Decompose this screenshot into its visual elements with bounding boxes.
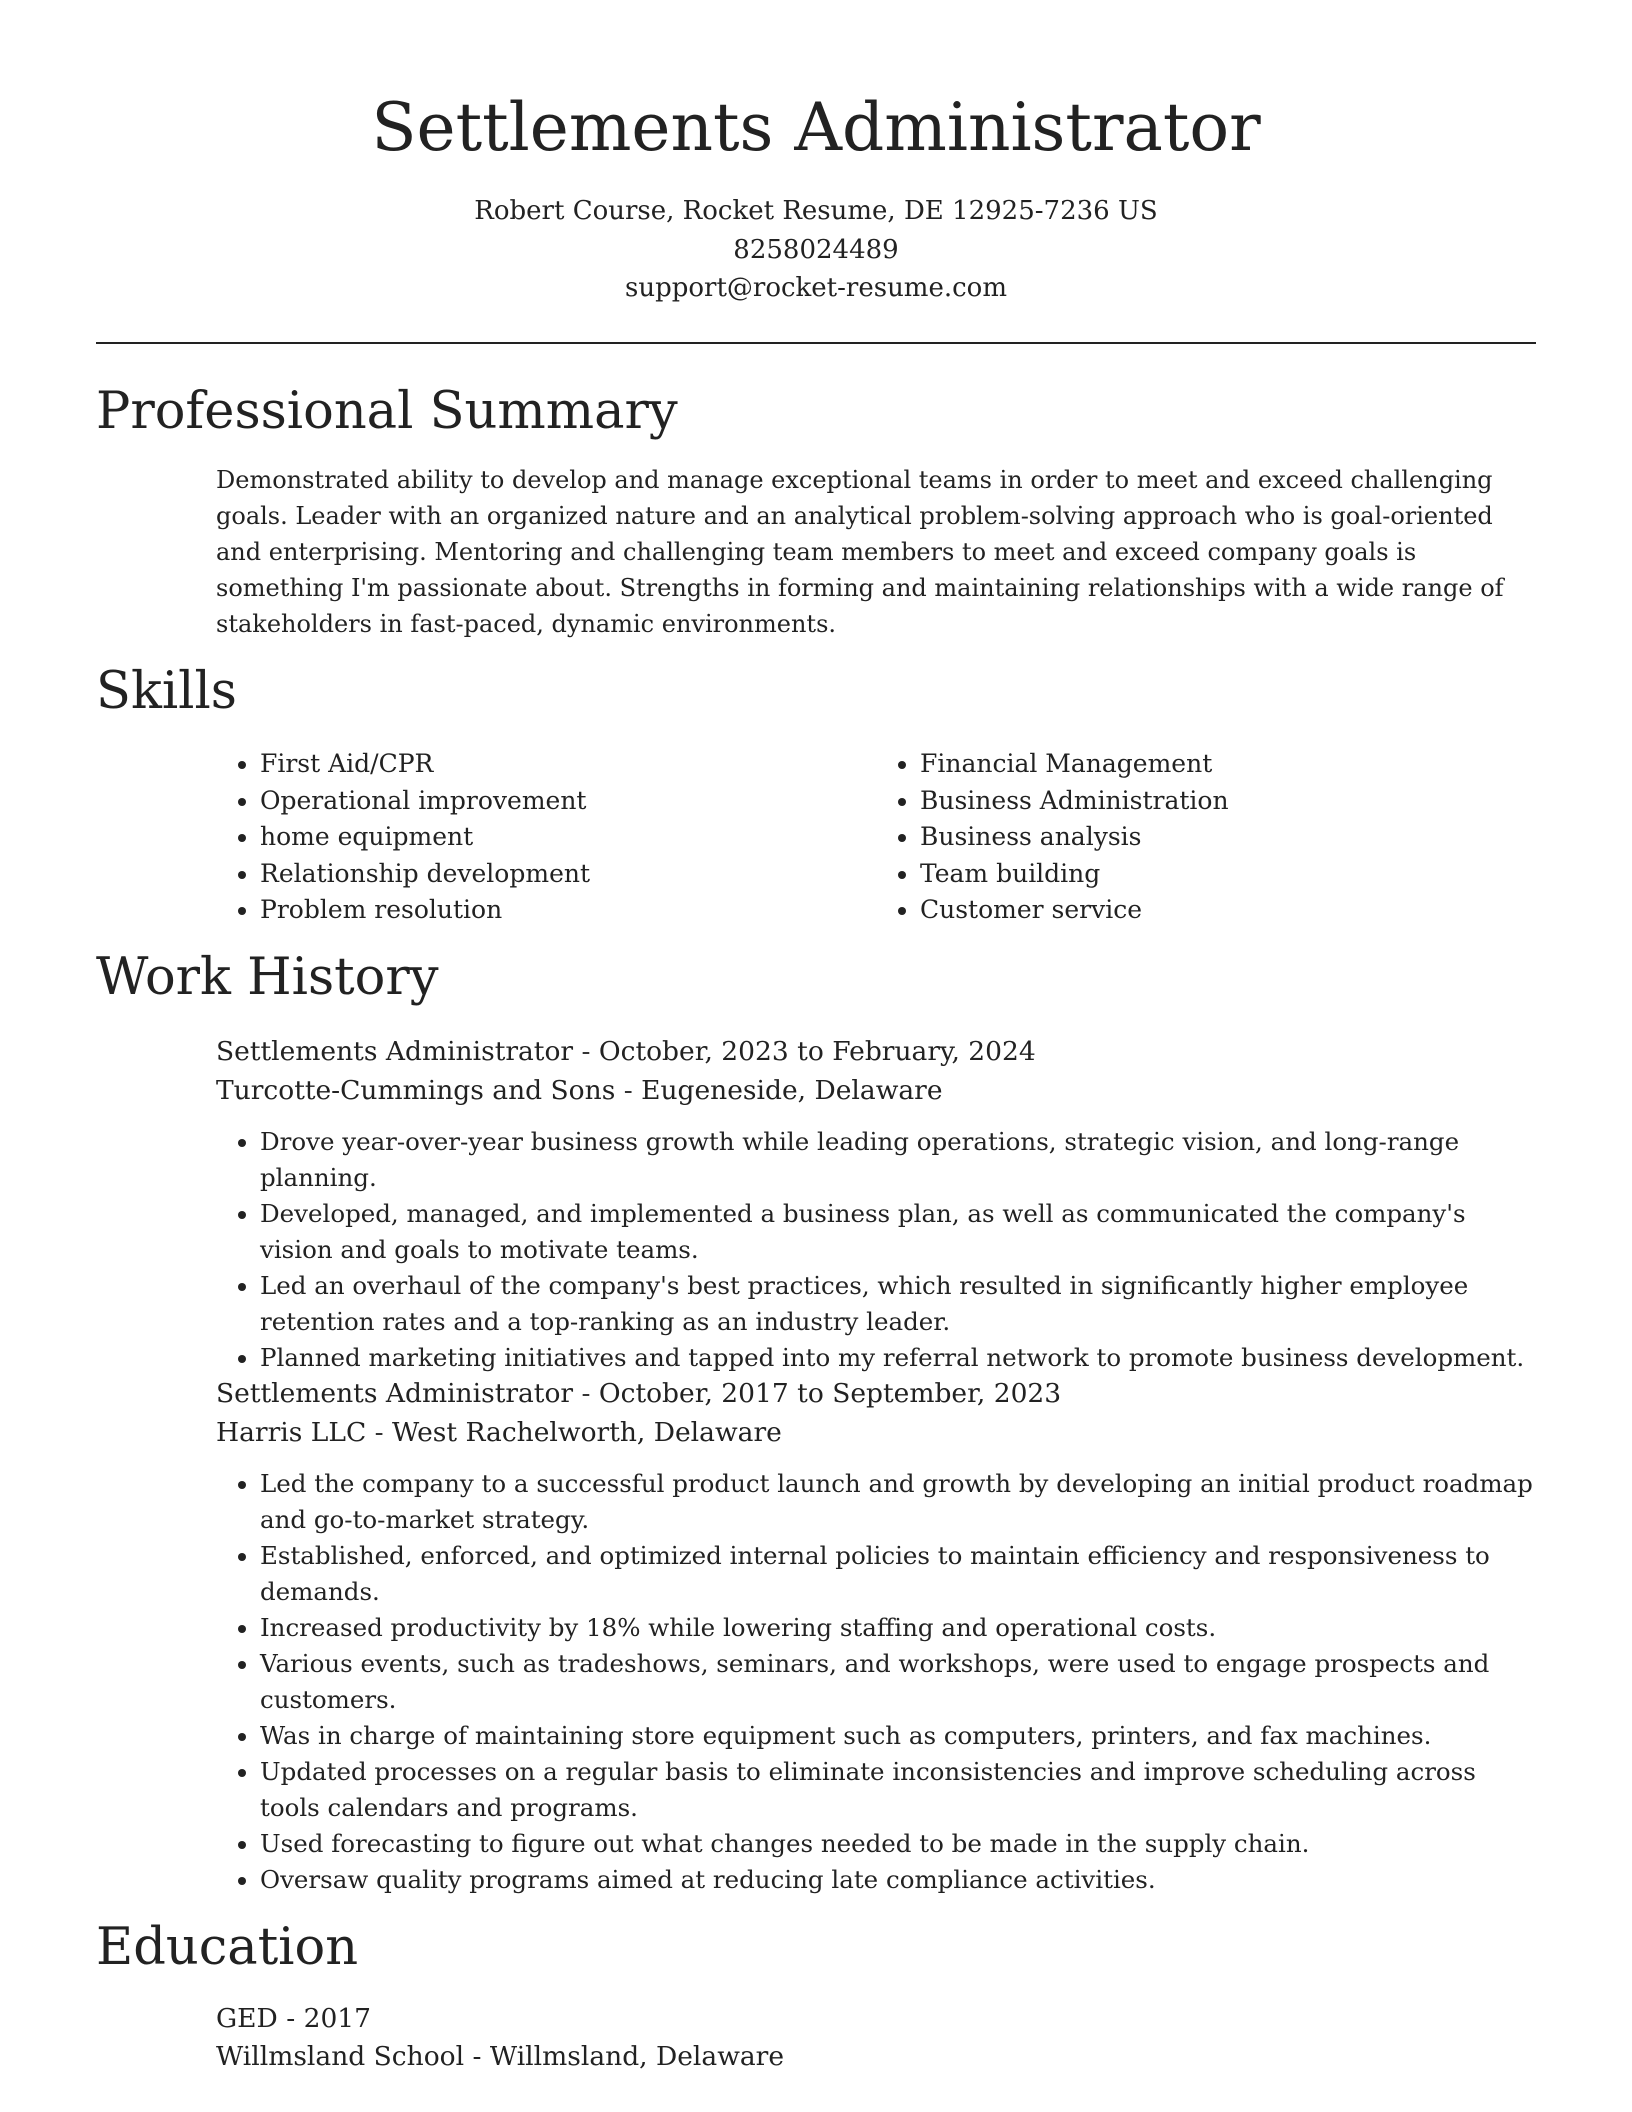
job-role: Settlements Administrator	[216, 1036, 574, 1067]
education-school: Willmsland School	[216, 2041, 465, 2072]
skills-heading: Skills	[96, 662, 237, 721]
skill-item: • Business analysis	[920, 819, 1536, 856]
separator: -	[277, 2003, 304, 2034]
education-degree: GED	[216, 2003, 278, 2034]
header-divider	[96, 342, 1536, 344]
skill-item: • Team building	[920, 856, 1536, 893]
skills-column-left	[216, 746, 876, 929]
job-dates: October, 2023 to February, 2024	[598, 1036, 1036, 1067]
contact-email: support@rocket-resume.com	[624, 273, 1007, 303]
skill-item: • Relationship development	[260, 856, 876, 893]
skill-item: • First Aid/CPR	[260, 746, 876, 783]
job-company: Turcotte-Cummings and Sons	[216, 1075, 616, 1106]
education-location: Willmsland, Delaware	[489, 2041, 785, 2072]
skill-item: • home equipment	[260, 819, 876, 856]
skills-column-right	[876, 746, 1536, 929]
job-bullet: • Drove year-over-year business growth while leading operations, strategic vision, and long-range planning.	[260, 1124, 1536, 1196]
education-entry	[216, 2000, 1536, 2076]
job-bullet: • Oversaw quality programs aimed at reducing late compliance activities.	[260, 1862, 1536, 1898]
summary-text: Demonstrated ability to develop and manage exceptional teams in order to meet and exceed challenging goals. Leader with an organized nature and an analytical problem-solving approach who is goal-oriented and enterprising. Mentoring and challenging team members to meet and exceed company goals is something I'm passionate about. Strengths in forming and maintaining relationships with a wide range of stakeholders in fast-paced, dynamic environments.	[216, 466, 1504, 638]
job-bullet: • Led the company to a successful product launch and growth by developing an initial product roadmap and go-to-market strategy.	[260, 1466, 1536, 1538]
job-company-line	[216, 1413, 1536, 1452]
education-heading: Education	[96, 1918, 359, 1977]
job-bullet-list	[216, 1124, 1536, 1376]
education-school-line	[216, 2038, 1536, 2076]
skill-item: • Financial Management	[920, 746, 1536, 783]
job-entry	[216, 1032, 1536, 1376]
summary-heading: Professional Summary	[96, 382, 678, 441]
job-bullet: • Increased productivity by 18% while lowering staffing and operational costs.	[260, 1610, 1536, 1646]
education-degree-line	[216, 2000, 1536, 2038]
job-dates: October, 2017 to September, 2023	[598, 1378, 1062, 1409]
job-bullet: • Led an overhaul of the company's best practices, which resulted in significantly higher employee retention rates and a top-ranking as an industry leader.	[260, 1268, 1536, 1340]
job-bullet-list	[216, 1466, 1536, 1898]
skills-list	[216, 746, 1536, 929]
skill-item: • Operational improvement	[260, 783, 876, 820]
resume-name: Settlements Administrator	[371, 89, 1261, 166]
skill-item: • Business Administration	[920, 783, 1536, 820]
job-title-line	[216, 1032, 1536, 1071]
job-bullet: • Planned marketing initiatives and tapped into my referral network to promote business development.	[260, 1340, 1536, 1376]
job-title-line	[216, 1374, 1536, 1413]
skill-item: • Customer service	[920, 892, 1536, 929]
work-history-heading: Work History	[96, 948, 439, 1007]
job-location: Eugeneside, Delaware	[641, 1075, 943, 1106]
job-bullet: • Was in charge of maintaining store equipment such as computers, printers, and fax machines.	[260, 1718, 1536, 1754]
job-location: West Rachelworth, Delaware	[392, 1417, 782, 1448]
job-role: Settlements Administrator	[216, 1378, 574, 1409]
job-entry	[216, 1374, 1536, 1898]
separator: -	[366, 1417, 393, 1448]
job-company: Harris LLC	[216, 1417, 367, 1448]
contact-address: Robert Course, Rocket Resume, DE 12925-7236 US	[474, 196, 1158, 226]
skill-item: • Problem resolution	[260, 892, 876, 929]
contact-block	[0, 192, 1632, 308]
job-bullet: • Established, enforced, and optimized internal policies to maintain efficiency and responsiveness to demands.	[260, 1538, 1536, 1610]
job-bullet: • Various events, such as tradeshows, seminars, and workshops, were used to engage prospects and customers.	[260, 1646, 1536, 1718]
job-company-line	[216, 1071, 1536, 1110]
education-year: 2017	[303, 2003, 372, 2034]
job-bullet: • Updated processes on a regular basis to eliminate inconsistencies and improve scheduling across tools calendars and programs.	[260, 1754, 1536, 1826]
separator: -	[615, 1075, 642, 1106]
contact-phone: 8258024489	[733, 234, 899, 265]
job-bullet: • Developed, managed, and implemented a business plan, as well as communicated the company's vision and goals to motivate teams.	[260, 1196, 1536, 1268]
separator: -	[573, 1036, 599, 1067]
separator: -	[464, 2041, 490, 2072]
separator: -	[573, 1378, 599, 1409]
job-bullet: • Used forecasting to figure out what changes needed to be made in the supply chain.	[260, 1826, 1536, 1862]
